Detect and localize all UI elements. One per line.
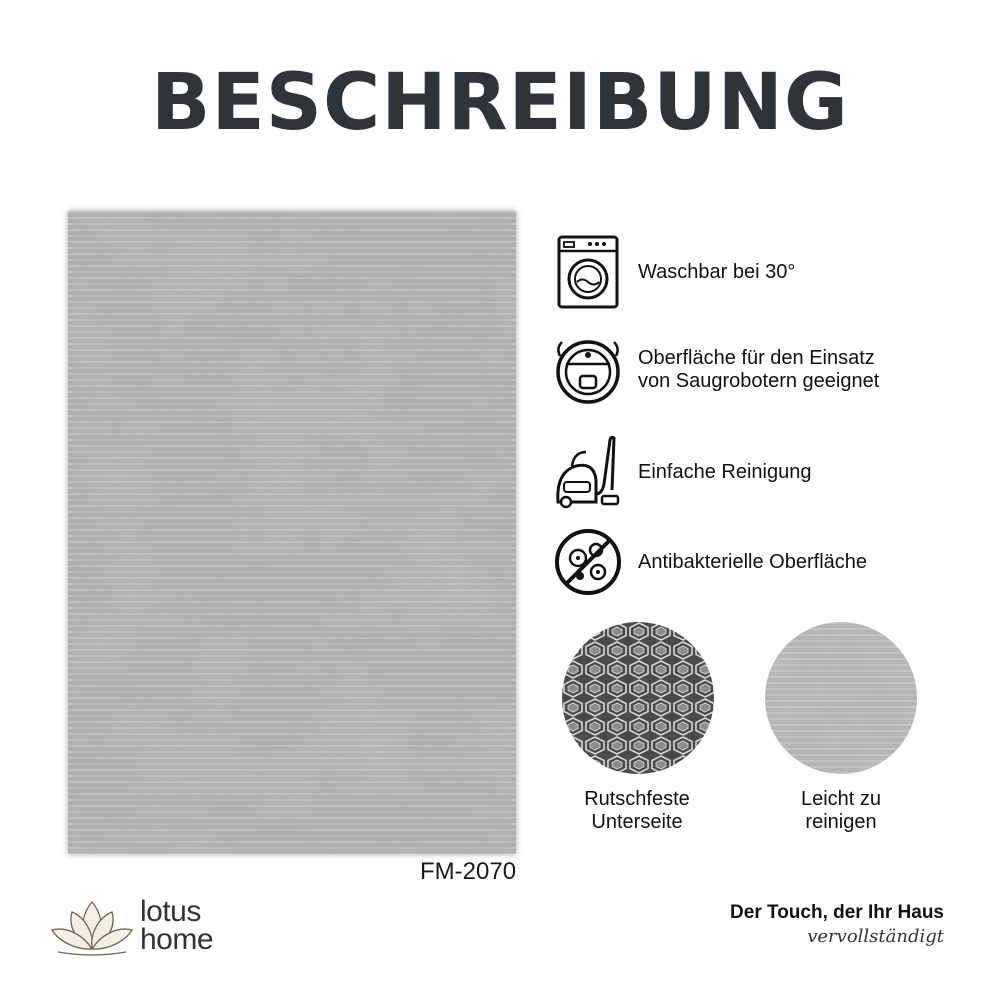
feature-easy-cleaning (552, 432, 992, 512)
rug-product-image (68, 211, 516, 854)
page-title: BESCHREIBUNG (151, 58, 849, 148)
brand-logo (50, 896, 213, 956)
lotus-icon (50, 896, 134, 956)
feature-label: Antibakterielle Oberfläche (638, 550, 868, 573)
feature-washable (552, 232, 992, 312)
feature-label: Einfache Reinigung (638, 460, 812, 483)
logo-text-line1: lotus (140, 895, 201, 928)
feature-label: Oberfläche für den Einsatz von Saugrobotern geeignet (638, 347, 880, 392)
non-slip-backing-image (562, 622, 714, 774)
slogan-line2: vervollständigt (807, 926, 944, 947)
easy-clean-label: Leicht zu reinigen (800, 788, 882, 833)
non-slip-label: Rutschfeste Unterseite (584, 788, 690, 833)
robot-vacuum-icon (552, 332, 624, 408)
antibacterial-icon (552, 524, 624, 600)
feature-label: Waschbar bei 30° (638, 260, 796, 283)
slogan-line1: Der Touch, der Ihr Haus (730, 902, 944, 923)
surface-closeup-image (765, 622, 917, 774)
vacuum-cleaner-icon (552, 434, 624, 510)
brand-slogan (730, 902, 944, 947)
feature-robot-vacuum (552, 330, 992, 410)
product-code: FM-2070 (420, 858, 517, 885)
feature-antibacterial (552, 522, 992, 602)
washing-machine-icon (552, 234, 624, 310)
logo-text-line2: home (140, 923, 214, 956)
